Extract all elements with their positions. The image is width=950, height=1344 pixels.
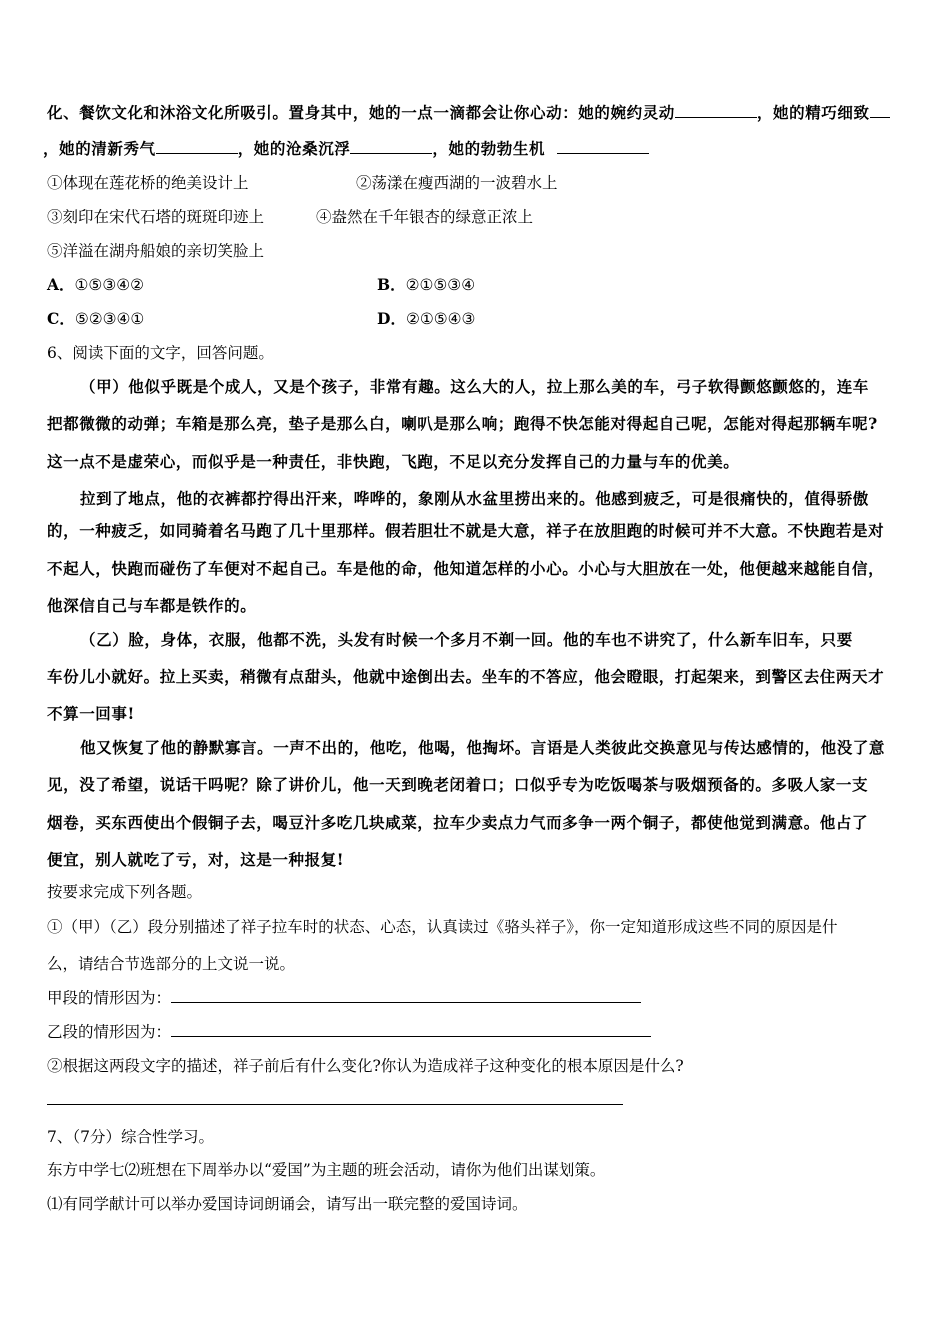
passage-line-4: 拉到了地点，他的衣裤都拧得出汗来，哗哗的，象刚从水盆里捞出来的。他感到疲乏，可是很痛快的，值得骄傲 xyxy=(80,489,869,508)
q5-stem-line1: 化、餐饮文化和沐浴文化所吸引。置身其中，她的一点一滴都会让你心动：她的婉约灵动 ，她的精巧细致 xyxy=(47,103,890,123)
sub2-answer-row xyxy=(47,1090,623,1110)
q5-items-row3 xyxy=(47,241,264,261)
q5-items-row1 xyxy=(47,173,558,193)
choice-a: A．①⑤③④② xyxy=(47,275,145,294)
q5-items-row2 xyxy=(47,207,534,227)
jia-answer-blank[interactable] xyxy=(171,988,641,1003)
jia-answer-row xyxy=(47,988,641,1008)
passage-line-7: 他深信自己与车都是铁作的。 xyxy=(47,596,257,615)
q7-sub1: ⑴有同学献计可以举办爱国诗词朗诵会，请写出一联完整的爱国诗词。 xyxy=(47,1195,528,1213)
blank-5 xyxy=(557,139,649,154)
yi-label: 乙段的情形因为： xyxy=(47,1023,172,1041)
q5-stem-line2: ，她的清新秀气 ，她的沧桑沉浮 ，她的勃勃生机 xyxy=(43,139,649,159)
passage-line-11: 他又恢复了他的静默寡言。一声不出的，他吃，他喝，他掏坏。言语是人类彼此交换意见与传达感情的，他没了意 xyxy=(80,738,886,757)
passage-line-8: （乙）脸，身体，衣服，他都不洗，头发有时候一个多月不剃一回。他的车也不讲究了，什么新车旧车，只要 xyxy=(80,630,853,649)
passage-line-12: 见，没了希望，说话干吗呢？除了讲价儿，他一天到晚老闭着口；口似乎专为吃饭喝茶与吸烟预备的。多吸人家一支 xyxy=(47,775,869,794)
blank-3 xyxy=(156,139,238,154)
passage-line-1: （甲）他似乎既是个成人，又是个孩子，非常有趣。这么大的人，拉上那么美的车，弓子软得颤悠颤悠的，连车 xyxy=(80,377,869,396)
passage-line-2: 把都微微的动弹；车箱是那么亮，垫子是那么白，喇叭是那么响；跑得不快怎能对得起自己呢，怎能对得起那辆车呢? xyxy=(47,414,878,433)
q6-sub2: ②根据这两段文字的描述，祥子前后有什么变化?你认为造成祥子这种变化的根本原因是什么? xyxy=(47,1057,684,1075)
q6-sub1-line2: 么，请结合节选部分的上文说一说。 xyxy=(47,955,296,973)
passage-line-14: 便宜，别人就吃了亏，对，这是一种报复! xyxy=(47,850,345,869)
blank-1 xyxy=(675,103,757,118)
q5-item-5: ⑤洋溢在湖舟船娘的亲切笑脸上 xyxy=(47,242,265,260)
passage-line-9: 车份儿小就好。拉上买卖，稍微有点甜头，他就中途倒出去。坐车的不答应，他会瞪眼，打起架来，到警区去住两天才 xyxy=(47,667,885,686)
q5-item-1: ①体现在莲花桥的绝美设计上 xyxy=(47,174,249,192)
sub2-answer-blank[interactable] xyxy=(47,1090,623,1105)
passage-line-13: 烟卷，买东西使出个假铜子去，喝豆汁多吃几块咸菜，拉车少卖点力气而多争一两个铜子，都使他觉到满意。他占了 xyxy=(47,813,869,832)
blank-4 xyxy=(350,139,432,154)
q5-choices-row2 xyxy=(47,309,476,329)
passage-line-10: 不算一回事! xyxy=(47,704,135,723)
q5-choices-row1 xyxy=(47,275,476,295)
choice-c: C．⑤②③④① xyxy=(47,309,145,328)
q7-title: 7、（7分）综合性学习。 xyxy=(47,1128,214,1146)
choice-d: D．②①⑤④③ xyxy=(377,309,476,328)
q5-item-3: ③刻印在宋代石塔的斑斑印迹上 xyxy=(47,208,265,226)
choice-b: B．②①⑤③④ xyxy=(377,275,476,294)
yi-answer-row xyxy=(47,1022,651,1042)
q6-sub1-line1: ①（甲）（乙）段分别描述了祥子拉车时的状态、心态，认真读过《骆头祥子》，你一定知道形成这些不同的原因是什 xyxy=(47,918,838,936)
jia-label: 甲段的情形因为： xyxy=(47,989,172,1007)
q5-item-4: ④盎然在千年银杏的绿意正浓上 xyxy=(316,208,534,226)
passage-line-5: 的，一种疲乏，如同骑着名马跑了几十里那样。假若胆壮不就是大意，祥子在放胆跑的时候可并不大意。不快跑若是对 xyxy=(47,521,885,540)
blank-2 xyxy=(870,103,890,118)
passage-line-3: 这一点不是虚荣心，而似乎是一种责任，非快跑，飞跑，不足以充分发挥自己的力量与车的优美。 xyxy=(47,452,740,471)
q6-title: 6、阅读下面的文字，回答问题。 xyxy=(47,344,274,362)
q7-intro: 东方中学七⑵班想在下周举办以“爱国”为主题的班会活动，请你为他们出谋划策。 xyxy=(47,1161,606,1179)
q5-item-2: ②荡漾在瘦西湖的一波碧水上 xyxy=(356,174,558,192)
passage-line-6: 不起人，快跑而碰伤了车便对不起自己。车是他的命，他知道怎样的小心。小心与大胆放在一处，他便越来越能自信， xyxy=(47,559,885,578)
q6-instruction: 按要求完成下列各题。 xyxy=(47,883,203,901)
yi-answer-blank[interactable] xyxy=(171,1022,651,1037)
